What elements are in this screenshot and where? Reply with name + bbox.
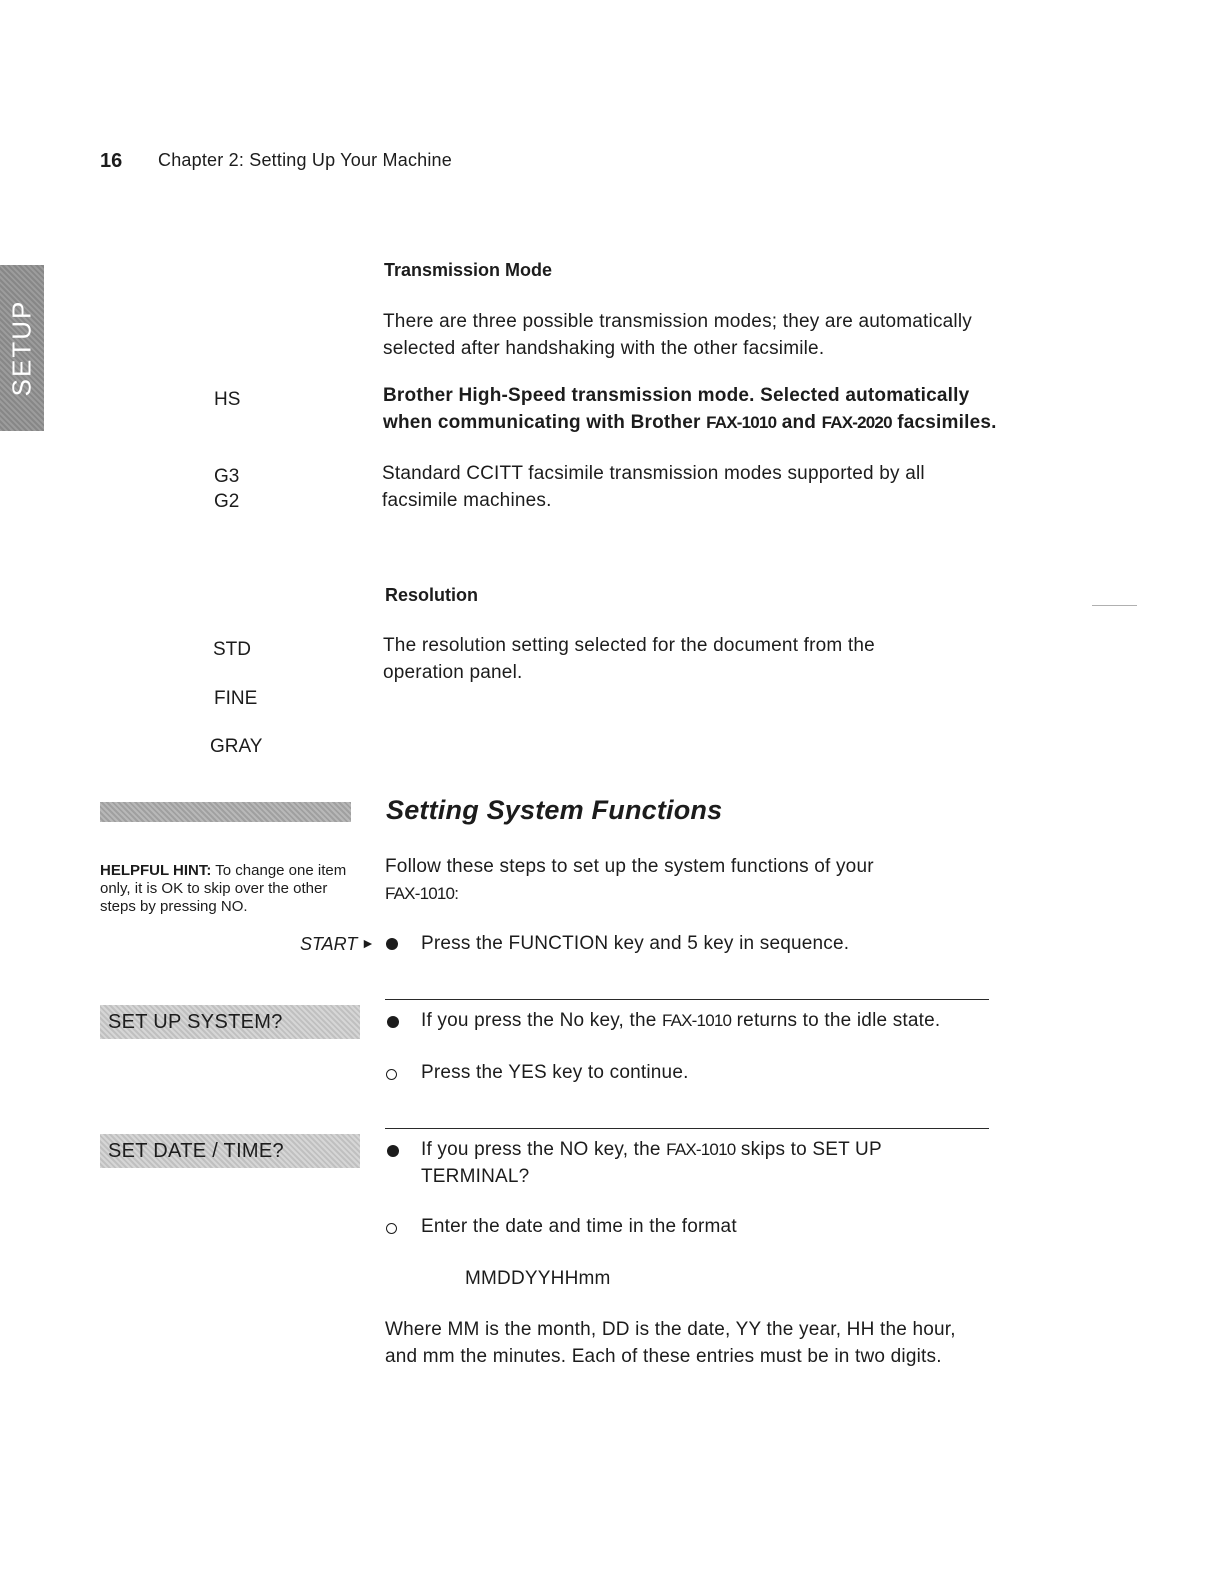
no-key-idle	[421, 1007, 1001, 1034]
page-number: 16	[100, 150, 123, 172]
start-arrow-icon: ►	[361, 935, 375, 951]
gray-term: GRAY	[210, 736, 263, 757]
model-fax-2020: FAX-2020	[821, 413, 892, 432]
margin-mark	[1092, 605, 1137, 606]
transmission-heading: Transmission Mode	[384, 260, 553, 280]
resolution-heading: Resolution	[385, 585, 478, 605]
filled-bullet-icon	[387, 1016, 399, 1028]
g2-term: G2	[214, 491, 240, 512]
format-explanation-line2: and mm the minutes. Each of these entries must be in two digits.	[385, 1346, 942, 1367]
filled-bullet-icon	[387, 1145, 399, 1157]
no-key-text: returns to the idle state.	[731, 1010, 941, 1031]
lcd-display	[100, 1134, 360, 1168]
model-fax-1010: FAX-1010	[706, 413, 777, 432]
side-tab-label: SETUP	[6, 299, 37, 397]
fine-term: FINE	[214, 688, 258, 709]
hs-term: HS	[214, 389, 241, 410]
step-press-function: Press the FUNCTION key and 5 key in sequence.	[421, 933, 850, 954]
no-key-text: skips to SET UP	[735, 1139, 882, 1160]
lcd-display	[100, 1005, 360, 1039]
side-tab	[0, 265, 44, 431]
divider-rule	[385, 999, 989, 1000]
start-label: START	[300, 934, 358, 954]
lcd-text: SET UP SYSTEM?	[108, 1011, 283, 1033]
format-explanation-line1: Where MM is the month, DD is the date, YY the year, HH the hour,	[385, 1319, 956, 1340]
hs-text: facsimiles.	[891, 412, 997, 433]
resolution-description: The resolution setting selected for the document from the operation panel.	[383, 635, 875, 683]
yes-continue: Press the YES key to continue.	[421, 1062, 689, 1083]
divider-rule	[385, 1128, 989, 1129]
hs-text: when communicating with Brother	[383, 412, 707, 433]
no-key-text: If you press the No key, the	[421, 1010, 662, 1031]
std-term: STD	[213, 639, 251, 660]
hs-description-line2	[383, 409, 1023, 436]
lcd-text: SET DATE / TIME?	[108, 1140, 284, 1162]
format-explanation	[385, 1316, 1025, 1370]
g-description: Standard CCITT facsimile transmission modes supported by all facsimile machines.	[382, 463, 925, 511]
model-fax-1010: FAX-1010	[666, 1140, 736, 1159]
running-title: Chapter 2: Setting Up Your Machine	[158, 150, 452, 170]
no-key-skip	[421, 1136, 1001, 1190]
filled-bullet-icon	[386, 938, 398, 950]
section-title: Setting System Functions	[386, 795, 723, 825]
no-key-skip-line2: TERMINAL?	[421, 1166, 530, 1187]
helpful-hint	[100, 862, 350, 916]
no-key-text: If you press the NO key, the	[421, 1139, 667, 1160]
hint-text: To change one item only, it is OK to skip over the other steps by pressing NO.	[100, 862, 347, 915]
open-bullet-icon	[386, 1069, 397, 1080]
section-marker-bar	[100, 802, 351, 822]
open-bullet-icon	[386, 1223, 397, 1234]
system-intro-line: Follow these steps to set up the system functions of your	[385, 856, 874, 877]
hs-text: and	[776, 412, 822, 433]
transmission-intro: There are three possible transmission modes; they are automatically selected after handshaking with the other facsimile.	[383, 311, 972, 359]
hint-label: HELPFUL HINT:	[100, 862, 212, 879]
g3-term: G3	[214, 466, 240, 487]
system-intro	[385, 853, 1005, 907]
hs-description-line1: Brother High-Speed transmission mode. Selected automatically	[383, 385, 970, 406]
model-fax-1010: FAX-1010	[661, 1011, 732, 1030]
date-format: MMDDYYHHmm	[465, 1268, 611, 1289]
no-key-skip-line1	[421, 1136, 1001, 1163]
hs-description	[383, 382, 1023, 436]
enter-date-time: Enter the date and time in the format	[421, 1216, 737, 1237]
model-fax-1010: FAX-1010:	[385, 884, 459, 903]
